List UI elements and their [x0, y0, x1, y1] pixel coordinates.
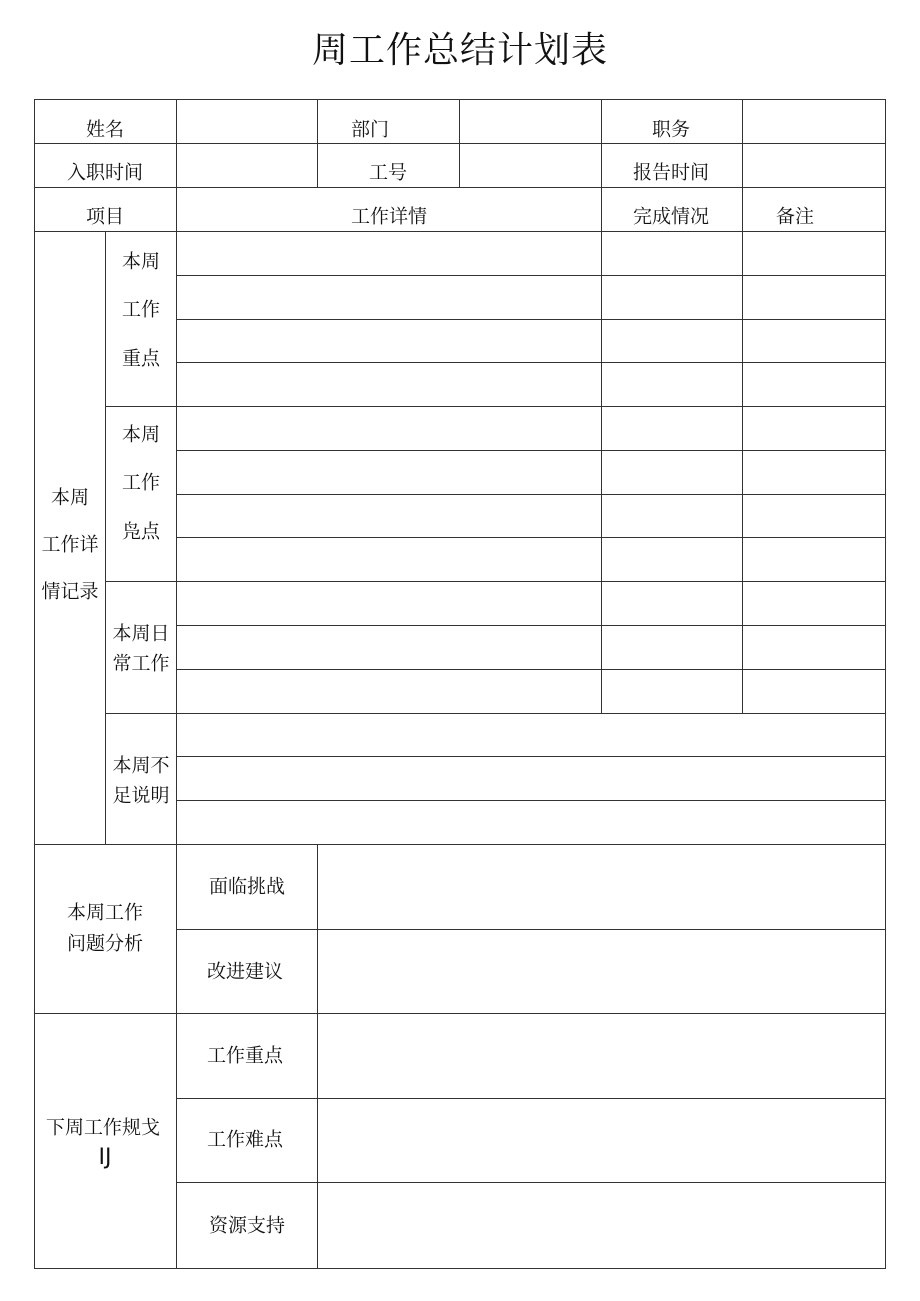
row-divider — [176, 275, 886, 276]
col-divider — [105, 231, 106, 844]
next-difficulty-label: 工作难点 — [206, 1128, 284, 1151]
position-field[interactable] — [743, 100, 885, 143]
next-difficulty-field[interactable] — [318, 1099, 885, 1182]
row-divider — [176, 319, 886, 320]
challenge-field[interactable] — [318, 845, 885, 929]
next-week-plan-label-cont: IJ — [98, 1145, 112, 1170]
row-divider — [176, 362, 886, 363]
row-divider — [176, 669, 886, 670]
detail-column-header: 工作详情 — [350, 205, 428, 228]
dept-label: 部门 — [350, 118, 390, 141]
dept-field[interactable] — [460, 100, 601, 143]
report-date-label: 报告时间 — [632, 161, 710, 184]
row-divider — [176, 800, 886, 801]
position-label: 职务 — [651, 118, 691, 141]
row-divider — [105, 581, 886, 582]
next-resource-field[interactable] — [318, 1183, 885, 1268]
table-border-left — [34, 99, 35, 1268]
table-border-bottom — [34, 1268, 886, 1269]
remark-column-header: 备注 — [775, 205, 815, 228]
name-label: 姓名 — [85, 118, 125, 141]
row-divider — [176, 450, 886, 451]
next-week-plan-label: 下周工作规戈 — [45, 1116, 161, 1139]
status-column-header: 完成情况 — [632, 205, 710, 228]
weekly-records-label: 本周 工作详 情记录 — [41, 486, 99, 603]
row-divider — [34, 231, 886, 232]
form-title: 周工作总结计划表 — [311, 30, 608, 71]
row-divider — [105, 713, 886, 714]
item-column-header: 项目 — [85, 205, 125, 228]
next-focus-field[interactable] — [318, 1014, 885, 1098]
next-resource-label: 资源支持 — [208, 1214, 286, 1237]
challenge-label: 面临挑战 — [208, 875, 286, 898]
weekly-shortfall-label: 本周不 足说明 — [112, 754, 170, 807]
emp-id-label: 工号 — [368, 161, 408, 184]
join-date-label: 入职时间 — [66, 161, 144, 184]
join-date-field[interactable] — [177, 144, 317, 187]
emp-id-field[interactable] — [460, 144, 601, 187]
weekly-focus-label: 本周 工作 重点 — [121, 250, 161, 370]
problem-analysis-label: 本周工作 问题分析 — [66, 901, 144, 955]
row-divider — [176, 756, 886, 757]
next-focus-label: 工作重点 — [206, 1044, 284, 1067]
weekly-highlight-label: 本周 工作 凫点 — [121, 423, 161, 543]
row-divider — [34, 187, 886, 188]
report-date-field[interactable] — [743, 144, 885, 187]
row-divider — [176, 537, 886, 538]
name-field[interactable] — [177, 100, 317, 143]
suggestion-field[interactable] — [318, 930, 885, 1013]
col-divider — [317, 99, 318, 187]
suggestion-label: 改进建议 — [206, 960, 284, 983]
weekly-daily-label: 本周日 常工作 — [112, 622, 170, 675]
row-divider — [105, 406, 886, 407]
row-divider — [176, 494, 886, 495]
row-divider — [176, 625, 886, 626]
